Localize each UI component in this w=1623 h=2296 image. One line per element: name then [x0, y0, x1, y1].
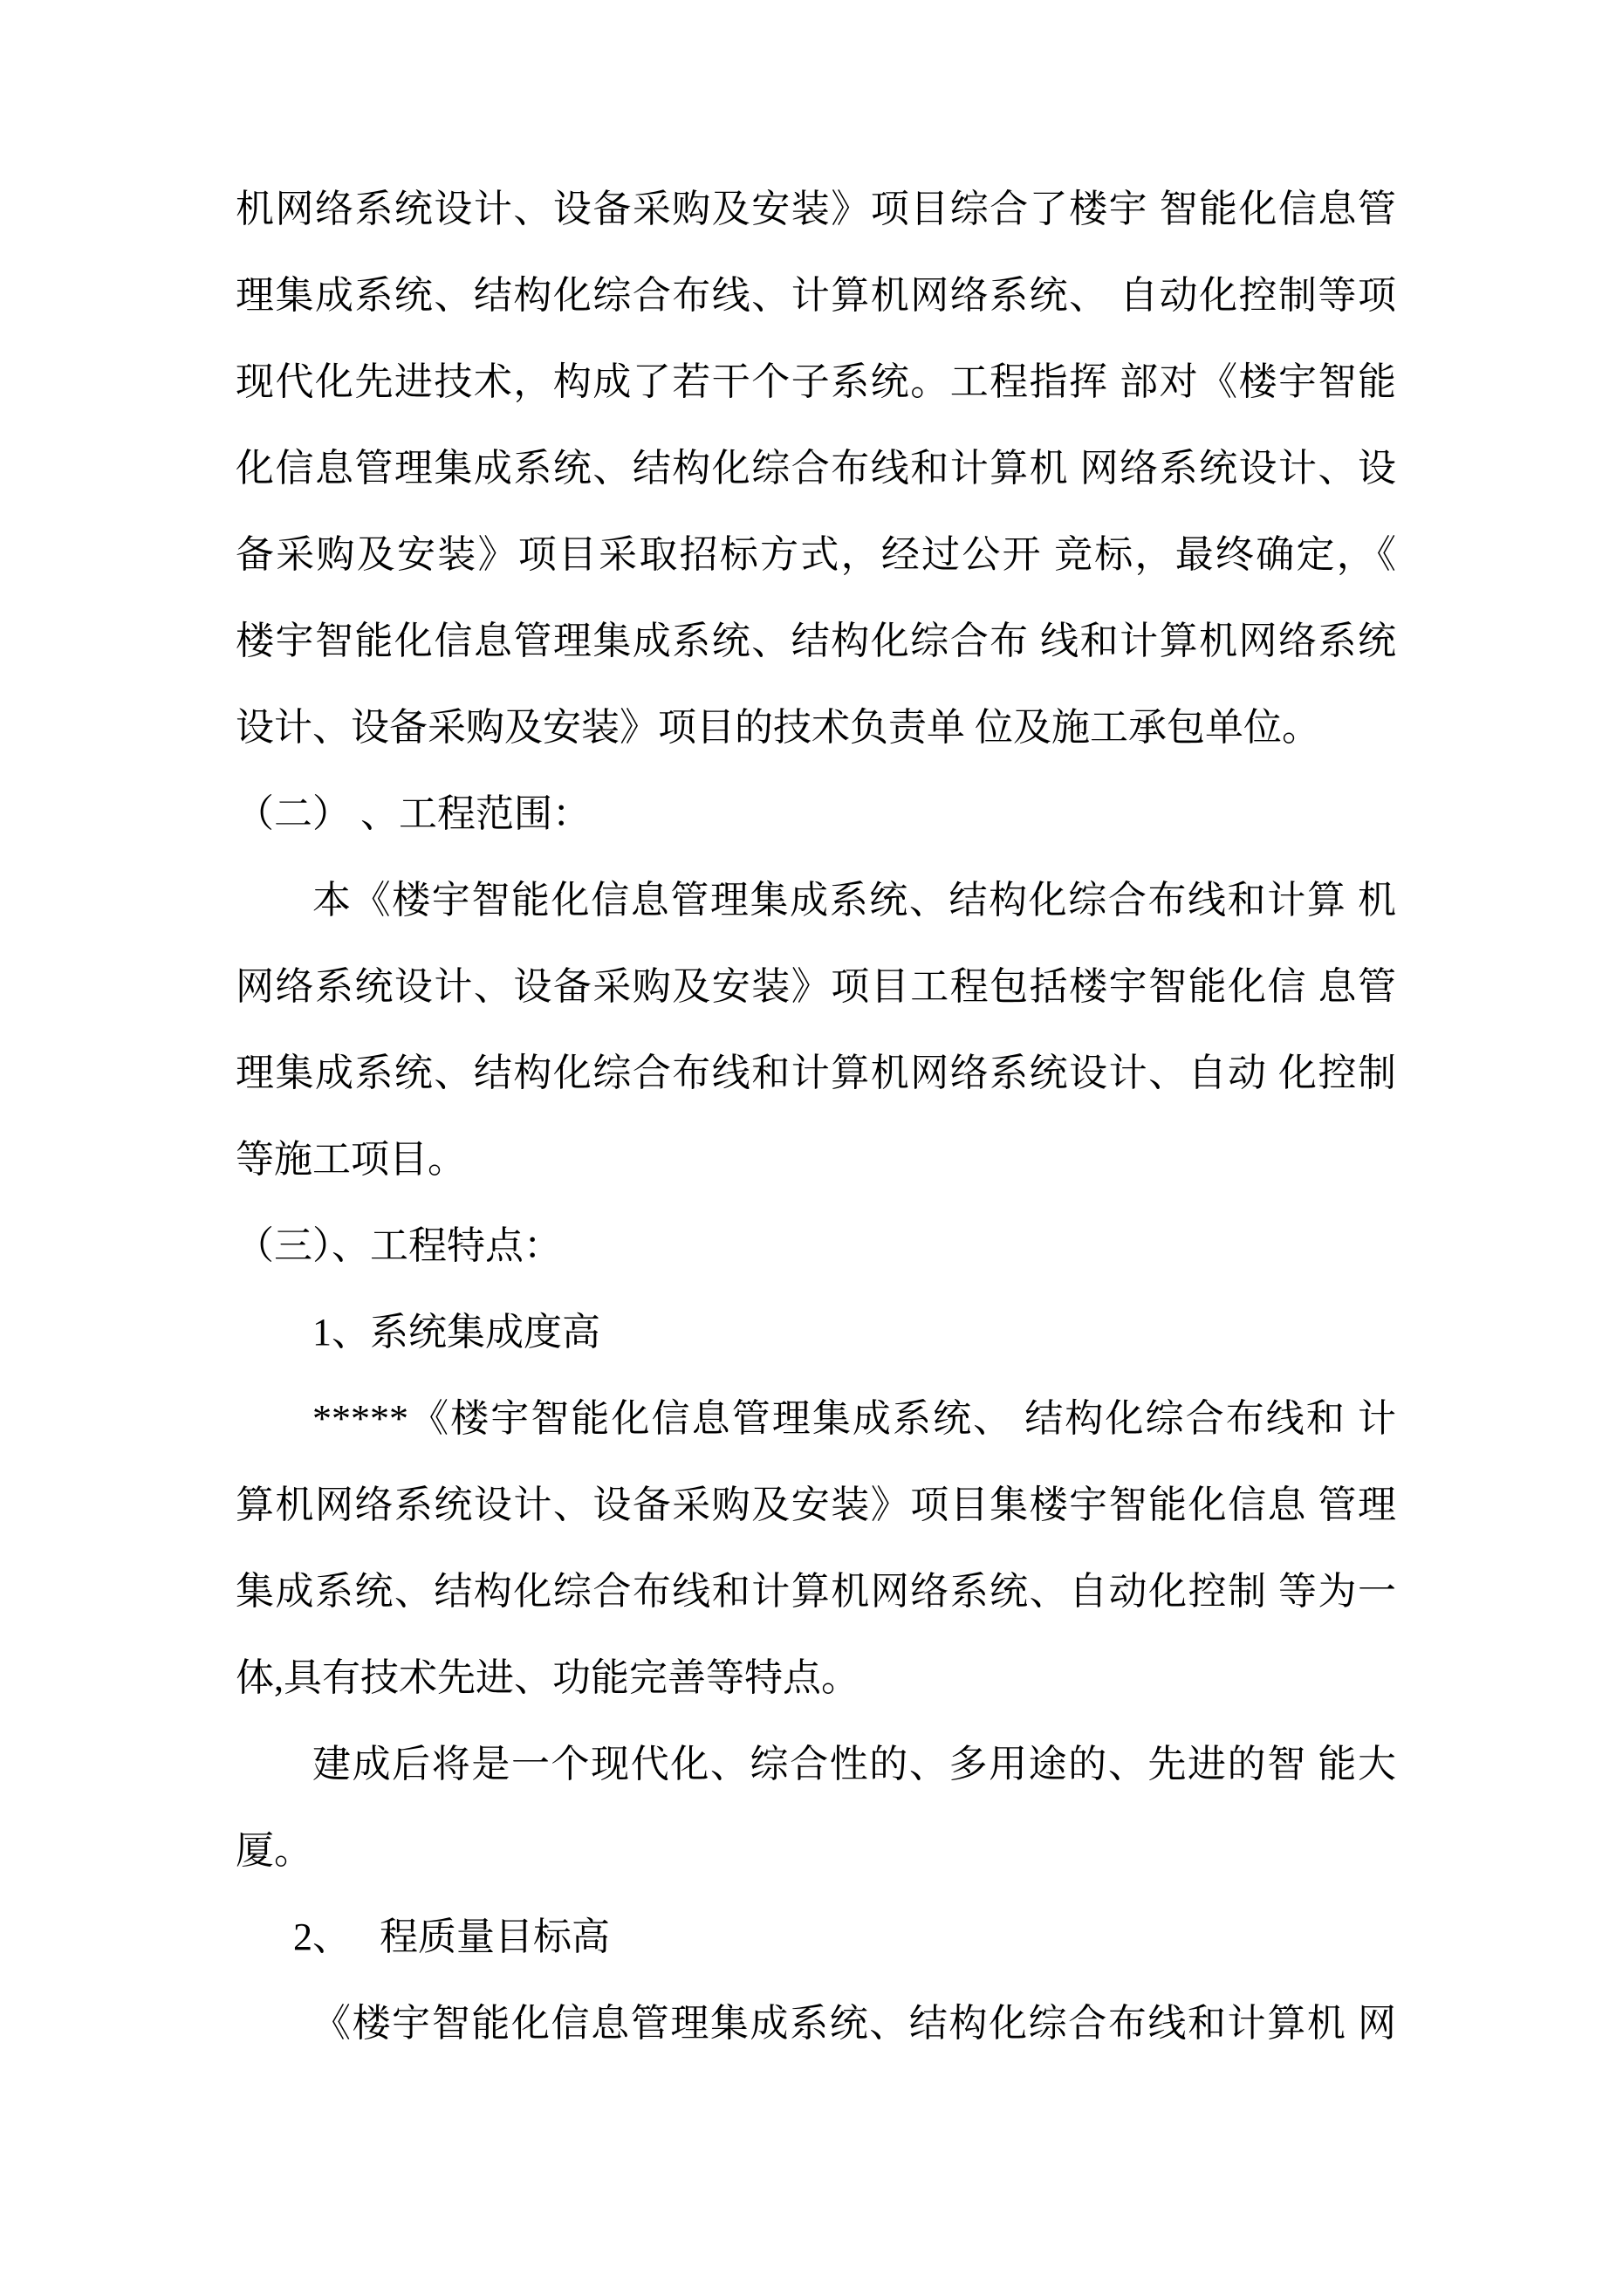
text-line: 集成系统、结构化综合布线和计算机网络系统、自动化控制 等为一 [236, 1570, 1396, 1613]
text-line: 现代化先进技术，构成了若干个子系统。工程指挥 部对《楼宇智能 [236, 360, 1396, 403]
text-line: 备采购及安装》项目采取招标方式，经过公开 竞标，最终确定，《 [236, 533, 1396, 576]
text-line: 化信息管理集成系统、结构化综合布线和计算机 网络系统设计、设 [236, 447, 1396, 490]
list-item-heading: 1、系统集成度高 [312, 1311, 600, 1354]
text-line: 理集成系统、结构化综合布线、计算机网络系统、 自动化控制等项 [236, 274, 1396, 317]
text-line: 等施工项目。 [236, 1138, 466, 1181]
text-line: *****《楼宇智能化信息管理集成系统、 结构化综合布线和 计 [312, 1397, 1396, 1440]
list-item-heading: 2、 程质量目标高 [293, 1916, 610, 1958]
text-line: 理集成系统、结构化综合布线和计算机网络系统设计、自动 化控制 [236, 1052, 1396, 1094]
section-heading: （三）、工程特点： [236, 1224, 562, 1267]
text-line: 建成后将是一个现代化、综合性的、多用途的、先进的智 能大 [312, 1743, 1396, 1785]
text-line: 算机网络系统设计、设备采购及安装》项目集楼宇智能化信息 管理 [236, 1484, 1396, 1526]
text-line: 机网络系统设计、设备采购及安装》项目综合了楼宇 智能化信息管 [236, 188, 1396, 230]
text-line: 厦。 [236, 1829, 312, 1872]
text-line: 体,具有技术先进、功能完善等特点。 [236, 1656, 859, 1699]
text-line: 《楼宇智能化信息管理集成系统、结构化综合布线和计算机 网 [312, 2002, 1396, 2045]
text-line: 网络系统设计、设备采购及安装》项目工程包括楼宇智能化信 息管 [236, 965, 1396, 1008]
text-line: 本《楼宇智能化信息管理集成系统、结构化综合布线和计算 机 [312, 879, 1396, 922]
section-heading: （二） 、工程范围： [236, 792, 591, 835]
text-line: 楼宇智能化信息管理集成系统、结构化综合布 线和计算机网络系统 [236, 620, 1396, 662]
text-line: 设计、设备采购及安装》项目的技术负责单 位及施工承包单位。 [236, 706, 1320, 749]
